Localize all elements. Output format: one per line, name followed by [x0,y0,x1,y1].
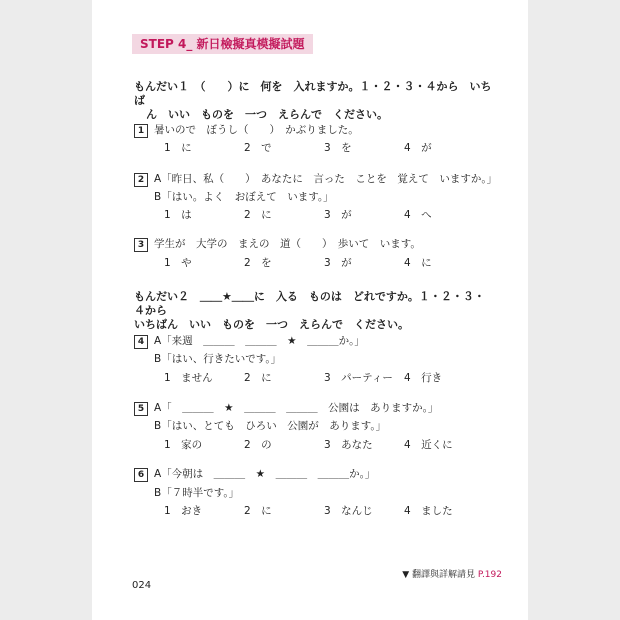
option-2[interactable]: 2 の [244,439,272,451]
option-1[interactable]: 1 ません [164,372,213,384]
option-2[interactable]: 2 で [244,142,272,154]
mondai1-line2: ん いい ものを 一つ えらんで ください。 [146,108,388,121]
question-number: 6 [134,468,148,482]
option-3[interactable]: 3 あなた [324,439,373,451]
option-1[interactable]: 1 は [164,209,192,221]
option-1[interactable]: 1 家の [164,439,203,451]
option-3[interactable]: 3 を [324,142,352,154]
option-1[interactable]: 1 おき [164,505,203,517]
option-4[interactable]: 4 行き [404,372,443,384]
option-4[interactable]: 4 が [404,142,432,154]
reference-page: P.192 [477,570,502,580]
question-number: 5 [134,402,148,416]
option-2[interactable]: 2 に [244,372,272,384]
dialog-b: B「はい。よく おぼえて います。」 [154,191,334,203]
mondai1-line1: もんだい１ （ ）に 何を 入れますか。１・２・３・４から いちば [134,80,492,107]
page-number: 024 [132,580,152,591]
option-3[interactable]: 3 パーティー [324,372,393,384]
option-4[interactable]: 4 へ [404,209,432,221]
question-6 [134,467,375,482]
question-3 [134,237,421,252]
dialog-a: A「昨日、私（ ） あなたに 言った ことを 覚えて いますか。」 [154,173,498,185]
option-2[interactable]: 2 に [244,209,272,221]
answer-reference [402,567,502,580]
dialog-a: A「今朝は ＿＿＿ ★ ＿＿＿ ＿＿＿か。」 [154,468,376,480]
question-number: 2 [134,173,148,187]
question-number: 4 [134,335,148,349]
dialog-b: B「はい、行きたいです。」 [154,353,282,365]
mondai2-line1: もんだい２ ＿＿★＿＿に 入る ものは どれですか。１・２・３・４から [134,290,485,317]
option-2[interactable]: 2 を [244,257,272,269]
option-1[interactable]: 1 に [164,142,192,154]
question-4 [134,334,365,349]
question-5 [134,401,438,416]
option-1[interactable]: 1 や [164,257,192,269]
option-4[interactable]: 4 近くに [404,439,453,451]
dialog-a: A「来週 ＿＿＿ ＿＿＿ ★ ＿＿＿か。」 [154,335,365,347]
option-4[interactable]: 4 ました [404,505,453,517]
mondai2-instruction [134,290,494,332]
question-text: 学生が 大学の まえの 道（ ） 歩いて います。 [154,238,421,250]
dialog-b: B「はい、とても ひろい 公園が あります。」 [154,420,387,432]
step-header: STEP 4_ 新日檢擬真模擬試題 [132,34,313,54]
page [92,0,528,620]
option-2[interactable]: 2 に [244,505,272,517]
question-number: 1 [134,124,148,138]
dialog-a: A「 ＿＿＿ ★ ＿＿＿ ＿＿＿ 公園は ありますか。」 [154,402,439,414]
option-3[interactable]: 3 が [324,209,352,221]
option-3[interactable]: 3 なんじ [324,505,373,517]
dialog-b: B「７時半です。」 [154,487,240,499]
question-2 [134,172,497,187]
mondai1-instruction [134,80,494,122]
question-1 [134,123,359,138]
mondai2-line2: いちばん いい ものを 一つ えらんで ください。 [134,318,409,331]
question-text: 暑いので ぼうし（ ） かぶりました。 [154,124,359,136]
reference-text: ▼ 翻譯與詳解請見 [402,570,476,580]
option-4[interactable]: 4 に [404,257,432,269]
option-3[interactable]: 3 が [324,257,352,269]
question-number: 3 [134,238,148,252]
